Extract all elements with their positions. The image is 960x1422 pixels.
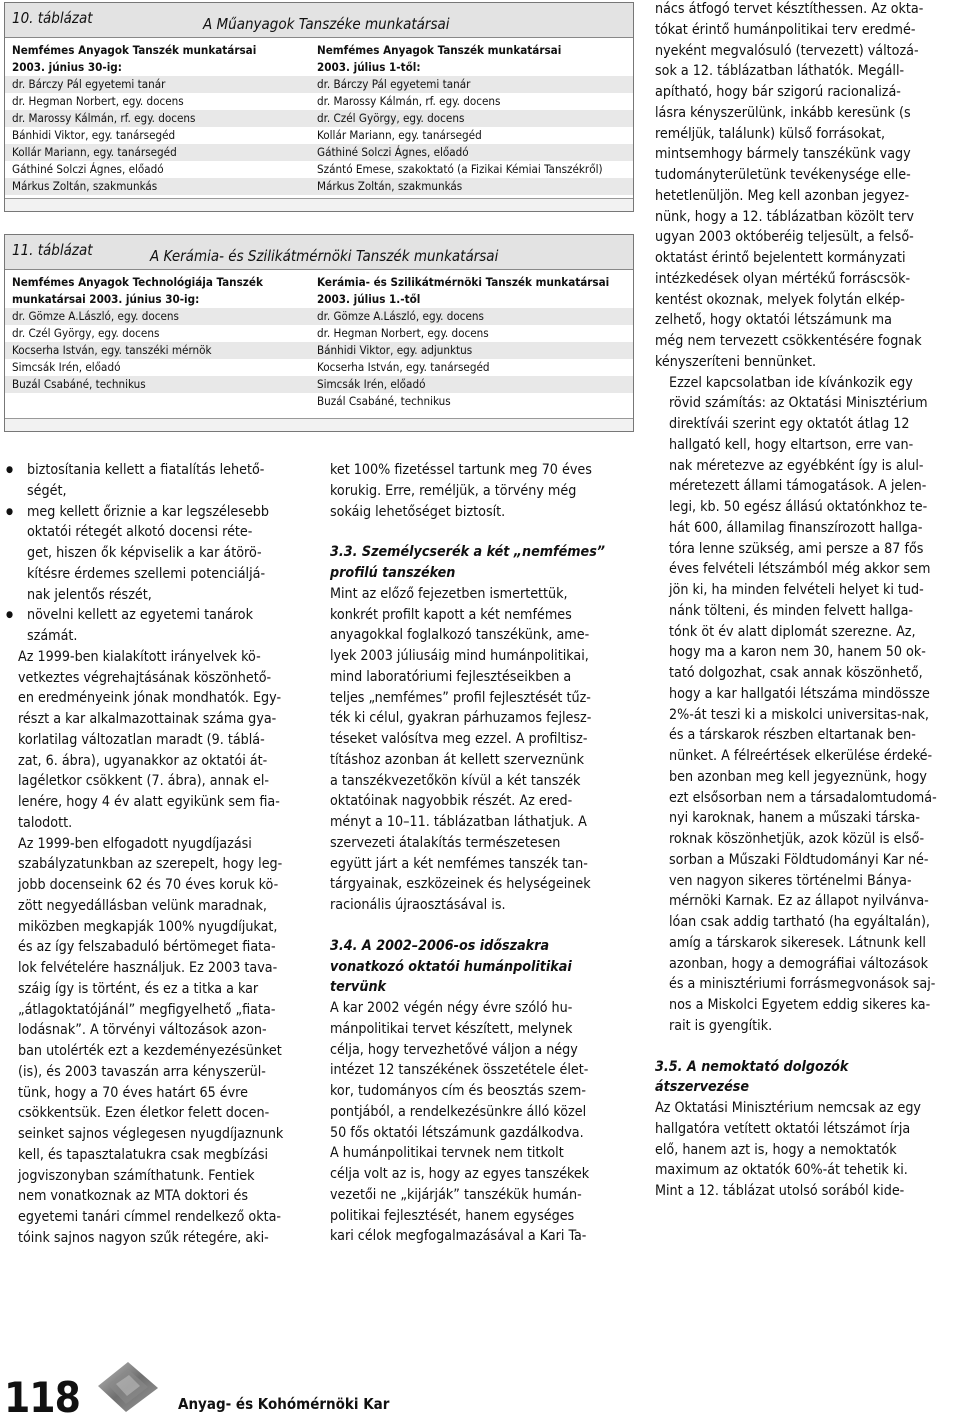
- heading-line: 3.5. A nemoktató dolgozók: [655, 1058, 849, 1075]
- text-line: lyek 2003 júliusáig mind humánpolitikai,: [330, 648, 589, 664]
- text-line: rait is gyengítik.: [669, 1017, 773, 1034]
- text-line: intézet 12 tanszékének összetétele élet-: [330, 1062, 589, 1079]
- section-heading-3-4: [330, 936, 633, 998]
- section-heading-3-3: [330, 542, 633, 584]
- text-line: talodott.: [18, 814, 73, 831]
- text-line: ● meg kellett őriznie a kar legszélesebb: [27, 503, 270, 520]
- text-line: legi, kb. 50 egész állású oktatónkhoz te-: [669, 499, 928, 515]
- text-line: zelhető, hogy oktatói létszámunk ma: [655, 312, 892, 329]
- text-line: nak jelentős részét,: [27, 586, 152, 603]
- text-line: teljes „nemfémes” profil fejlesztését tűz-: [330, 689, 591, 706]
- text-line: kítésre érdemes szellemi potenciáljá-: [27, 565, 266, 582]
- text-line: racionális újraosztásával is.: [330, 897, 506, 913]
- table-column-heading: Nemfémes Anyagok Tanszék munkatársai: [12, 43, 257, 57]
- text-line: ● biztosítania kellett a fiatalítás lehető-: [27, 462, 265, 478]
- journal-logo-icon: [92, 1358, 162, 1414]
- table-cell: dr. Bárczy Pál egyetemi tanár: [12, 77, 166, 91]
- table-cell: Márkus Zoltán, szakmunkás: [317, 179, 463, 193]
- table-11-title: A Kerámia- és Szilikátmérnöki Tanszék munkatársai: [150, 247, 499, 265]
- bullet-item: [4, 460, 305, 502]
- table-11: [4, 234, 634, 432]
- table-cell: dr. Hegman Norbert, egy. docens: [12, 94, 184, 108]
- text-line: nos a Miskolci Egyetem eddig sikeres ka-: [669, 997, 931, 1013]
- text-line: sok a 12. táblázatban láthatók. Megáll-: [655, 63, 905, 80]
- heading-line: tervünk: [330, 979, 387, 996]
- text-line: nyeként megvalósuló (tervezett) változá-: [655, 42, 919, 59]
- text-line: jobb docenseink 62 és 70 éves koruk kö-: [18, 877, 279, 893]
- table-cell: dr. Gömze A.László, egy. docens: [317, 309, 484, 323]
- paragraph: [655, 0, 960, 373]
- text-line: zött negyedállásban velünk maradnak,: [18, 897, 267, 914]
- bullet-item: [4, 605, 305, 647]
- text-line: lodásnak”. A törvényi változások azon-: [18, 1022, 267, 1039]
- text-line: ban utolérték ezt a kezdeményezésünket: [18, 1043, 282, 1059]
- text-line: Mint a 12. táblázat utolsó sorából kide-: [655, 1183, 905, 1199]
- text-line: nünket. A félreértések elkerülése érdeké-: [669, 748, 933, 764]
- heading-line: 3.4. A 2002–2006-os időszakra: [330, 937, 550, 954]
- text-line: jogviszonyban számíthatunk. Fentiek: [18, 1167, 255, 1184]
- text-line: intézkedések olyan mértékű forráscsök-: [655, 270, 911, 287]
- text-line: mérnöki Karnak. Ez az állapot nyilvánva-: [669, 893, 929, 910]
- text-line: (is), és 2003 tavaszán arra kényszerül-: [18, 1063, 266, 1080]
- text-line: „átlagoktatójánál” megfigyelhető „fiata-: [18, 1001, 276, 1018]
- text-line: részt a kar alkalmazottainak száma gya-: [18, 711, 277, 727]
- text-line: nánk tölteni, és minden felvett hallga-: [669, 602, 914, 619]
- paragraph: [4, 834, 305, 1249]
- bullet-item: [4, 502, 305, 606]
- text-line: mintsemhogy bármely tanszékünk vagy: [655, 146, 911, 163]
- text-line: szervezeti átalakítás természetesen: [330, 834, 561, 851]
- table-10-left-column: [12, 42, 256, 195]
- text-line: sorban a Műszaki Földtudományi Kar né-: [669, 851, 929, 868]
- table-column-heading: Kerámia- és Szilikátmérnöki Tanszék munkatársai: [317, 275, 610, 289]
- page-number: 118: [4, 1373, 80, 1422]
- text-line: nem vonatkoznak az MTA doktori és: [18, 1188, 248, 1205]
- table-cell: Buzál Csabáné, technikus: [317, 394, 451, 408]
- text-line: tárgyainak, eszközeinek és helységeinek: [330, 876, 591, 893]
- paragraph: [330, 460, 633, 522]
- table-cell: dr. Czél György, egy. docens: [12, 326, 160, 340]
- text-line: 2%-át teszi ki a miskolci universitas-nak,: [669, 706, 929, 723]
- table-cell: Kocserha István, egy. tanársegéd: [317, 360, 490, 374]
- text-line: együtt járt a két nemfémes tanszék tan-: [330, 855, 588, 872]
- table-column-heading: Nemfémes Anyagok Technológiája Tanszék: [12, 275, 263, 289]
- text-line: korlatilag változatlan maradt (9. táblá-: [18, 731, 265, 748]
- text-line: reméljük, találunk) külső forrásokat,: [655, 125, 886, 142]
- text-line: célja volt az is, hogy az egyes tanszékek: [330, 1166, 590, 1182]
- text-line: Az Oktatási Minisztérium nemcsak az egy: [655, 1100, 921, 1116]
- table-10: [4, 2, 634, 212]
- table-10-body: [5, 38, 633, 198]
- text-line: nünk, hogy a 12. táblázatban közölt terv: [655, 208, 914, 225]
- text-line: hetetlenüljön. Meg kell azonban jegyez-: [655, 187, 910, 204]
- text-line: csökkentsük. Ezen életkor felett docen-: [18, 1105, 270, 1122]
- text-line: kari célok megfogalmazásával a Kari Ta-: [330, 1228, 587, 1245]
- table-11-left-column: [12, 274, 263, 393]
- text-line: tünk, hogy a 70 éves határt 65 évre: [18, 1084, 248, 1101]
- text-line: tításhoz azonban át kellett szerveznünk: [330, 751, 585, 768]
- table-cell: Szántó Emese, szakoktató (a Fizikai Kémiai Tanszékről): [317, 162, 603, 176]
- text-line: tónk öt év alatt diplomát szerezne. Az,: [669, 623, 916, 640]
- table-10-header: [5, 3, 633, 38]
- text-line: ségét,: [27, 482, 67, 499]
- text-line: tóra lenne szükség, ami persze a 87 fős: [669, 540, 924, 557]
- text-line: egyetemi tanári címmel rendelkező okta-: [18, 1209, 282, 1225]
- section-heading-3-5: [655, 1057, 960, 1099]
- text-line: Mint az előző fejezetben ismertettük,: [330, 585, 568, 602]
- text-line: lásra kényszerülünk, inkább keresünk (s: [655, 104, 911, 121]
- text-line: ményt a 10–11. táblázatban láthatjuk. A: [330, 814, 587, 830]
- text-line: lenére, hogy 4 év alatt egyikünk sem fia-: [18, 794, 280, 810]
- table-10-footer-band: [5, 198, 633, 211]
- text-line: get, hiszen ők képviselik a kar átörö-: [27, 545, 262, 561]
- text-line: tató dolgozhat, csak annak köszönhető,: [669, 665, 923, 681]
- table-cell: Márkus Zoltán, szakmunkás: [12, 179, 158, 193]
- text-line: rövid számítás: az Oktatási Minisztérium: [669, 395, 928, 412]
- text-line: jön ki, ha minden felvételi helyet ki tud-: [669, 582, 924, 598]
- text-line: apítható, hogy bár szigorú racionalizá-: [655, 84, 901, 100]
- text-line: nak méretezve az egyébként így is alul-: [669, 457, 924, 474]
- journal-name: Anyag- és Kohómérnöki Kar: [178, 1395, 390, 1413]
- text-line: roknak köszönhetjük, azok közül is első-: [669, 831, 925, 847]
- table-cell: dr. Gömze A.László, egy. docens: [12, 309, 179, 323]
- text-line: ven nagyon sikeres történelmi Bánya-: [669, 872, 912, 889]
- table-cell: dr. Bárczy Pál egyetemi tanár: [317, 77, 471, 91]
- text-line: mánpolitikai tervet készített, melynek: [330, 1020, 573, 1037]
- table-cell: Bánhidi Viktor, egy. adjunktus: [317, 343, 473, 357]
- text-line: ben azonban meg kell jegyeznünk, hogy: [669, 768, 927, 785]
- text-line: kor, tudományos cím és beosztás szem-: [330, 1083, 586, 1099]
- text-line: Ezzel kapcsolatban ide kívánkozik egy: [669, 374, 913, 391]
- table-cell: Gáthiné Solczi Ágnes, előadó: [12, 162, 164, 176]
- text-line: hogy a kar hallgatói létszáma mindössze: [669, 685, 930, 702]
- paragraph: [655, 373, 960, 1037]
- text-line: anyagokkal foglalkozó tanszékünk, ame-: [330, 627, 590, 644]
- table-cell: Kocserha István, egy. tanszéki mérnök: [12, 343, 212, 357]
- table-cell: Buzál Csabáné, technikus: [12, 377, 146, 391]
- table-10-right-column: [317, 42, 603, 195]
- text-line: A kar 2002 végén négy évre szóló hu-: [330, 1000, 573, 1016]
- text-line: vetkeztes végrehajtásának köszönhető-: [18, 669, 272, 686]
- text-line: célja, hogy tervezhetővé váljon a négy: [330, 1041, 578, 1058]
- text-line: ték ki célul, gyakran párhuzamos fejlesz-: [330, 710, 592, 727]
- text-line: amíg a társkarok sikeresek. Látnunk kell: [669, 934, 926, 951]
- text-line: hát 600, államilag finanszírozott hallga-: [669, 519, 923, 536]
- column-middle: [330, 460, 633, 1247]
- text-line: miközben megkapják 100% nyugdíjukat,: [18, 918, 278, 935]
- text-line: oktatást érintő bejelentett kormányzati: [655, 250, 906, 266]
- text-line: hallgatóra vetített oktatói létszámot írja: [655, 1120, 911, 1137]
- text-line: ugyan 2003 októberéig teljesült, a felső-: [655, 229, 914, 246]
- text-line: konkrét profilt kapott a két nemfémes: [330, 606, 572, 623]
- table-cell: dr. Marossy Kálmán, rf. egy. docens: [317, 94, 501, 108]
- text-line: hallgató kell, hogy eltartson, erre van-: [669, 436, 914, 453]
- text-line: ezt elsősorban nem a társadalomtudomá-: [669, 789, 937, 806]
- table-cell: Simcsák Irén, előadó: [317, 377, 426, 391]
- paragraph: [330, 998, 633, 1247]
- table-cell: Kollár Mariann, egy. tanársegéd: [12, 145, 177, 159]
- text-line: maximum az oktatók 60%-át tehetik ki.: [655, 1162, 908, 1179]
- column-right: [655, 0, 960, 1202]
- text-line: azonban, hogy a demográfiai változások: [669, 955, 928, 972]
- paragraph: [4, 647, 305, 834]
- text-line: még nem tervezett csökkentésére fognak: [655, 333, 922, 349]
- text-line: korukig. Erre, reméljük, a törvény még: [330, 482, 577, 499]
- table-column-heading: 2003. július 1.-től: [317, 292, 421, 306]
- heading-line: 3.3. Személycserék a két „nemfémes”: [330, 544, 606, 561]
- table-cell: Simcsák Irén, előadó: [12, 360, 121, 374]
- text-line: a tanszékvezetőkön kívül a két tanszék: [330, 772, 581, 789]
- table-11-right-column: [317, 274, 609, 410]
- table-cell: Gáthiné Solczi Ágnes, előadó: [317, 145, 469, 159]
- text-line: politikai fejlesztését, hanem egységes: [330, 1207, 575, 1224]
- bullet-list: [4, 460, 305, 647]
- table-11-footer-band: [5, 418, 633, 431]
- text-line: és a minisztériumi forrásmegvonások saj-: [669, 976, 936, 993]
- text-line: Az 1999-ben kialakított irányelvek kö-: [18, 648, 261, 665]
- table-column-heading: munkatársai 2003. június 30-ig:: [12, 292, 200, 306]
- table-column-heading: 2003. július 1-től:: [317, 60, 421, 74]
- text-line: kell, és tapasztalatukra csak megbízási: [18, 1146, 269, 1163]
- table-11-number: 11. táblázat: [12, 241, 93, 259]
- text-line: ket 100% fizetéssel tartunk meg 70 éves: [330, 462, 592, 478]
- text-line: seinket sajnos véglegesen nyugdíjaznunk: [18, 1126, 284, 1142]
- text-line: hogy ma a karon nem 30, hanem 50 ok-: [669, 644, 926, 661]
- text-line: száig így is történt, és ez a titka a kar: [18, 980, 259, 997]
- text-line: és a társkarok részben eltartanak ben-: [669, 727, 916, 744]
- table-10-number: 10. táblázat: [12, 9, 93, 27]
- text-line: és az így felszabaduló bértömeget fiata-: [18, 939, 276, 956]
- text-line: Az 1999-ben elfogadott nyugdíjazási: [18, 835, 252, 852]
- table-cell: dr. Hegman Norbert, egy. docens: [317, 326, 489, 340]
- text-line: elő, hanem azt is, hogy a nemoktatók: [655, 1141, 897, 1158]
- paragraph: [330, 584, 633, 916]
- table-cell: dr. Czél György, egy. docens: [317, 111, 465, 125]
- text-line: méretezett állami támogatások. A jelen-: [669, 478, 927, 495]
- text-line: tóink sajnos nagyon szűk rétegére, aki-: [18, 1229, 269, 1246]
- heading-line: átszervezése: [655, 1079, 750, 1096]
- text-line: 50 fős oktatói létszámunk gazdálkodva.: [330, 1124, 584, 1141]
- text-line: mind laboratóriumi fejlesztéseikben a: [330, 668, 572, 685]
- heading-line: vonatkozó oktatói humánpolitikai: [330, 958, 572, 975]
- table-11-header: [5, 235, 633, 270]
- table-column-heading: Nemfémes Anyagok Tanszék munkatársai: [317, 43, 562, 57]
- text-line: lok felvételére használjuk. Ez 2003 tava-: [18, 960, 278, 976]
- text-line: éves felvételi létszámból még akkor sem: [669, 561, 931, 578]
- text-line: oktatóinak nagyobbik részét. Az ered-: [330, 793, 573, 810]
- text-line: oktatói rétegét alkotó docensi réte-: [27, 524, 253, 541]
- table-column-heading: 2003. június 30-ig:: [12, 60, 122, 74]
- text-line: tókat érintő humánpolitikai terv eredmé-: [655, 21, 916, 38]
- text-line: en eredményeink jónak mondhatók. Egy-: [18, 690, 282, 707]
- table-10-title: A Műanyagok Tanszéke munkatársai: [203, 15, 450, 33]
- text-line: téseket valósítva meg ezzel. A profiltisz-: [330, 731, 588, 747]
- text-line: lóan csak addig tartható (ha egyáltalán),: [669, 914, 930, 930]
- text-line: tudományterületünk tevékenysége elle-: [655, 167, 911, 183]
- heading-line: profilú tanszéken: [330, 565, 456, 581]
- table-cell: dr. Marossy Kálmán, rf. egy. docens: [12, 111, 196, 125]
- table-cell: Bánhidi Viktor, egy. tanársegéd: [12, 128, 176, 142]
- paragraph: [655, 1098, 960, 1202]
- text-line: direktívái szerint egy oktatót átlag 12: [669, 416, 910, 432]
- text-line: nyi karoknak, hanem a műszaki társka-: [669, 810, 920, 827]
- text-line: lagéletkor csökkent (7. ábra), annak el-: [18, 773, 270, 790]
- text-line: szabályzatunkban az szerepelt, hogy leg-: [18, 856, 283, 873]
- text-line: pontjából, a rendelkezésünkre álló közel: [330, 1103, 587, 1120]
- column-left: [4, 460, 305, 1249]
- text-line: sokáig lehetőséget biztosít.: [330, 503, 506, 520]
- text-line: számát.: [27, 628, 78, 644]
- text-line: ● növelni kellett az egyetemi tanárok: [27, 607, 253, 624]
- table-cell: Kollár Mariann, egy. tanársegéd: [317, 128, 482, 142]
- text-line: kényszeríteni bennünket.: [655, 353, 817, 370]
- text-line: vezetői ne „kijárják” tanszékük humán-: [330, 1186, 582, 1203]
- text-line: A humánpolitikai tervnek nem titkolt: [330, 1145, 564, 1162]
- text-line: nács átfogó tervet késztíthessen. Az okta-: [655, 1, 924, 17]
- text-line: kentést okoznak, melyek folytán elkép-: [655, 291, 905, 308]
- table-11-body: [5, 270, 633, 420]
- text-line: zat, 6. ábra), ugyanakkor az oktatói át-: [18, 752, 268, 769]
